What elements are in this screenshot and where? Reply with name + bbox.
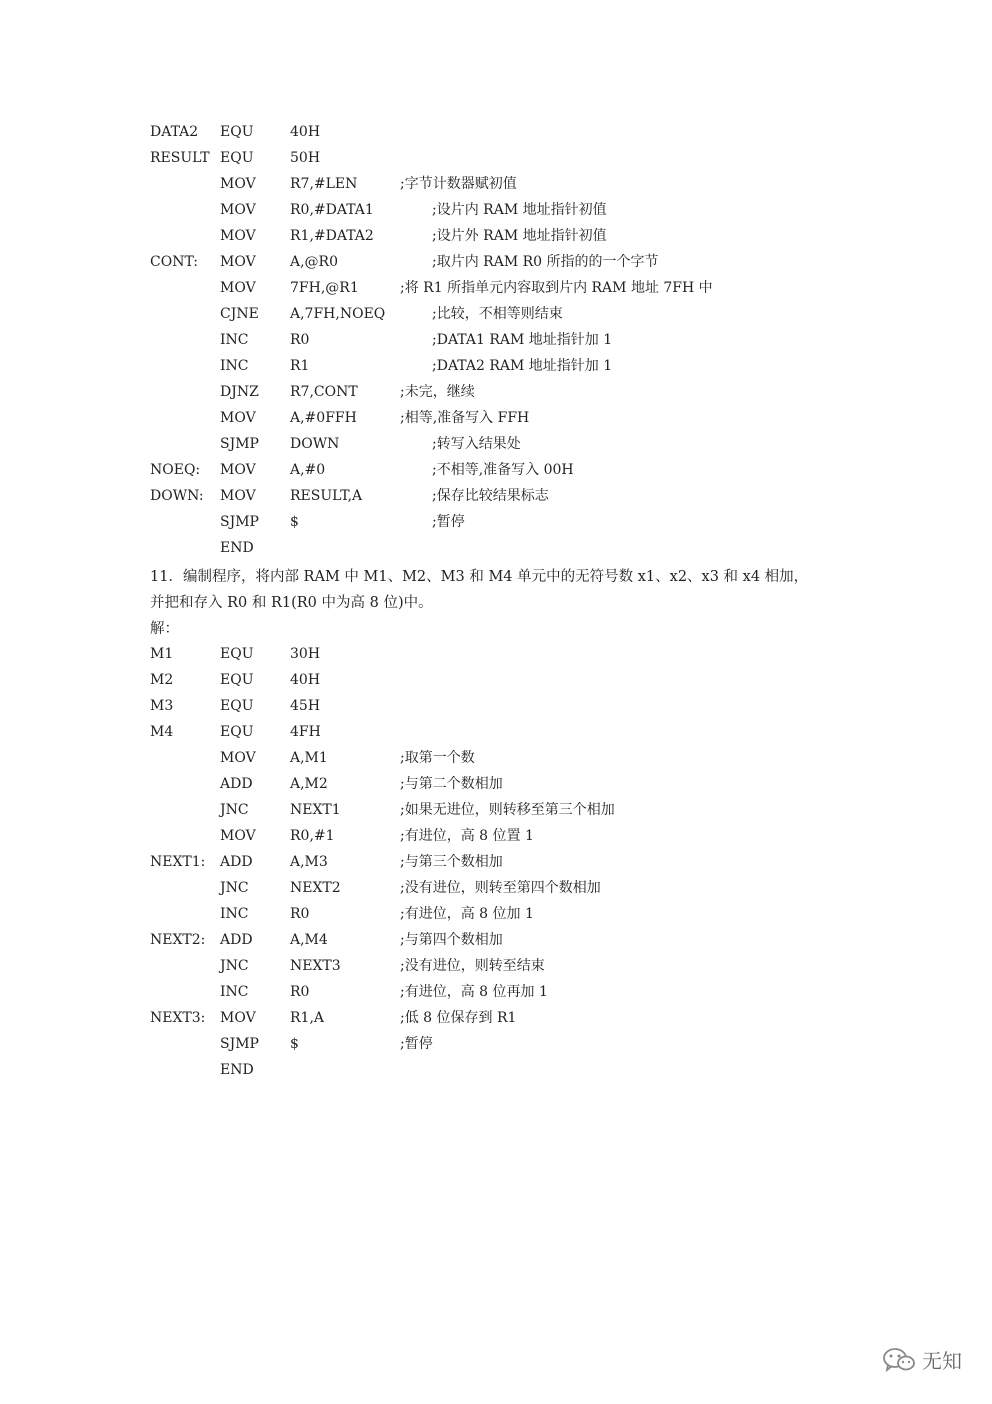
code-block-2 [150,641,910,1083]
code-line [150,535,910,561]
code-operand: NEXT3 [290,958,341,974]
code-opcode: MOV [220,254,256,270]
code-comment: ;设片内 RAM 地址指针初值 [432,202,607,218]
code-opcode: MOV [220,462,256,478]
code-opcode: EQU [220,698,254,714]
code-opcode: INC [220,984,249,1000]
code-opcode: MOV [220,1010,256,1026]
code-label: M2 [150,672,174,688]
code-operand: 7FH,@R1 [290,280,359,296]
code-line [150,509,910,535]
code-operand: RESULT,A [290,488,363,504]
code-operand: 45H [290,698,321,714]
code-line [150,823,910,849]
code-opcode: CJNE [220,306,259,322]
code-operand: A,M4 [290,932,328,948]
watermark-text: 无知 [922,1349,962,1373]
code-line [150,953,910,979]
code-line [150,641,910,667]
code-line [150,145,910,171]
code-line [150,353,910,379]
code-line [150,901,910,927]
code-opcode: SJMP [220,514,259,530]
question-line-1: 11．编制程序，将内部 RAM 中 M1、M2、M3 和 M4 单元中的无符号数 x1、x2、x3 和 x4 相加， [150,569,809,585]
code-comment: ;暂停 [432,514,465,530]
code-opcode: DJNZ [220,384,259,400]
code-line [150,719,910,745]
code-operand: R0,#DATA1 [290,202,374,218]
code-operand: A,#0FFH [290,410,357,426]
code-comment: ;DATA1 RAM 地址指针加 1 [432,332,613,348]
code-operand: R0,#1 [290,828,335,844]
code-opcode: MOV [220,750,256,766]
code-comment: ;将 R1 所指单元内容取到片内 RAM 地址 7FH 中 [400,280,713,296]
code-operand: $ [290,1036,299,1052]
code-opcode: EQU [220,150,254,166]
code-operand: $ [290,514,299,530]
code-opcode: MOV [220,176,256,192]
code-opcode: MOV [220,410,256,426]
code-comment: ;暂停 [400,1036,433,1052]
code-operand: R7,CONT [290,384,358,400]
code-opcode: ADD [220,932,253,948]
code-operand: R0 [290,984,310,1000]
code-line [150,849,910,875]
code-opcode: SJMP [220,436,259,452]
question-line-2: 并把和存入 R0 和 R1(R0 中为高 8 位)中。 [150,595,433,611]
question-text [150,564,870,642]
code-opcode: MOV [220,202,256,218]
code-opcode: MOV [220,280,256,296]
watermark [882,1345,962,1374]
code-operand: 40H [290,124,321,140]
code-operand: DOWN [290,436,340,452]
code-line [150,797,910,823]
code-comment: ;低 8 位保存到 R1 [400,1010,517,1026]
code-block-1 [150,119,910,561]
code-line [150,1057,910,1083]
code-line [150,301,910,327]
code-comment: ;DATA2 RAM 地址指针加 1 [432,358,613,374]
code-label: NOEQ: [150,462,201,478]
code-operand: 30H [290,646,321,662]
code-operand: A,#0 [290,462,326,478]
code-comment: ;与第四个数相加 [400,932,503,948]
code-opcode: EQU [220,124,254,140]
wechat-icon [882,1347,916,1373]
code-line [150,771,910,797]
code-comment: ;相等,准备写入 FFH [400,410,530,426]
code-line [150,979,910,1005]
code-comment: ;设片外 RAM 地址指针初值 [432,228,607,244]
code-line [150,483,910,509]
code-line [150,327,910,353]
code-line [150,249,910,275]
code-operand: R1,A [290,1010,325,1026]
code-comment: ;与第三个数相加 [400,854,503,870]
code-opcode: JNC [220,958,249,974]
code-comment: ;没有进位，则转至第四个数相加 [400,880,601,896]
code-comment: ;保存比较结果标志 [432,488,549,504]
code-label: M3 [150,698,174,714]
code-comment: ;与第二个数相加 [400,776,503,792]
code-operand: 50H [290,150,321,166]
code-line [150,1031,910,1057]
code-opcode: SJMP [220,1036,259,1052]
code-line [150,223,910,249]
code-operand: NEXT2 [290,880,341,896]
code-line [150,379,910,405]
code-opcode: JNC [220,802,249,818]
code-comment: ;有进位，高 8 位加 1 [400,906,534,922]
code-operand: 40H [290,672,321,688]
answer-label: 解： [150,621,179,637]
code-label: M4 [150,724,174,740]
code-line [150,431,910,457]
code-line [150,275,910,301]
code-comment: ;没有进位，则转至结束 [400,958,545,974]
code-opcode: ADD [220,776,253,792]
code-opcode: MOV [220,828,256,844]
code-opcode: INC [220,906,249,922]
code-opcode: END [220,1062,254,1078]
code-operand: 4FH [290,724,321,740]
code-comment: ;取第一个数 [400,750,475,766]
code-operand: A,@R0 [290,254,339,270]
code-comment: ;未完，继续 [400,384,475,400]
code-operand: R1 [290,358,310,374]
code-opcode: EQU [220,672,254,688]
code-label: NEXT3: [150,1010,206,1026]
code-comment: ;有进位，高 8 位再加 1 [400,984,548,1000]
code-label: DATA2 [150,124,199,140]
code-opcode: MOV [220,228,256,244]
code-comment: ;如果无进位，则转移至第三个相加 [400,802,615,818]
code-opcode: JNC [220,880,249,896]
code-opcode: EQU [220,646,254,662]
code-line [150,745,910,771]
code-line [150,1005,910,1031]
code-label: DOWN: [150,488,204,504]
code-line [150,457,910,483]
code-label: M1 [150,646,174,662]
code-operand: A,M1 [290,750,328,766]
code-line [150,197,910,223]
code-operand: R7,#LEN [290,176,358,192]
code-comment: ;不相等,准备写入 00H [432,462,574,478]
code-operand: NEXT1 [290,802,341,818]
code-line [150,171,910,197]
code-opcode: INC [220,358,249,374]
code-operand: A,M2 [290,776,328,792]
code-line [150,693,910,719]
code-comment: ;取片内 RAM R0 所指的的一个字节 [432,254,659,270]
code-line [150,119,910,145]
code-label: NEXT1: [150,854,206,870]
code-label: CONT: [150,254,198,270]
code-comment: ;有进位，高 8 位置 1 [400,828,534,844]
code-opcode: MOV [220,488,256,504]
code-line [150,875,910,901]
code-line [150,405,910,431]
code-label: RESULT [150,150,210,166]
code-opcode: EQU [220,724,254,740]
code-comment: ;比较，不相等则结束 [432,306,563,322]
code-operand: A,7FH,NOEQ [290,306,386,322]
code-label: NEXT2: [150,932,206,948]
code-operand: A,M3 [290,854,328,870]
code-opcode: INC [220,332,249,348]
code-comment: ;转写入结果处 [432,436,521,452]
code-line [150,667,910,693]
code-operand: R0 [290,332,310,348]
code-line [150,927,910,953]
code-operand: R1,#DATA2 [290,228,374,244]
code-opcode: ADD [220,854,253,870]
code-operand: R0 [290,906,310,922]
code-comment: ;字节计数器赋初值 [400,176,517,192]
code-opcode: END [220,540,254,556]
